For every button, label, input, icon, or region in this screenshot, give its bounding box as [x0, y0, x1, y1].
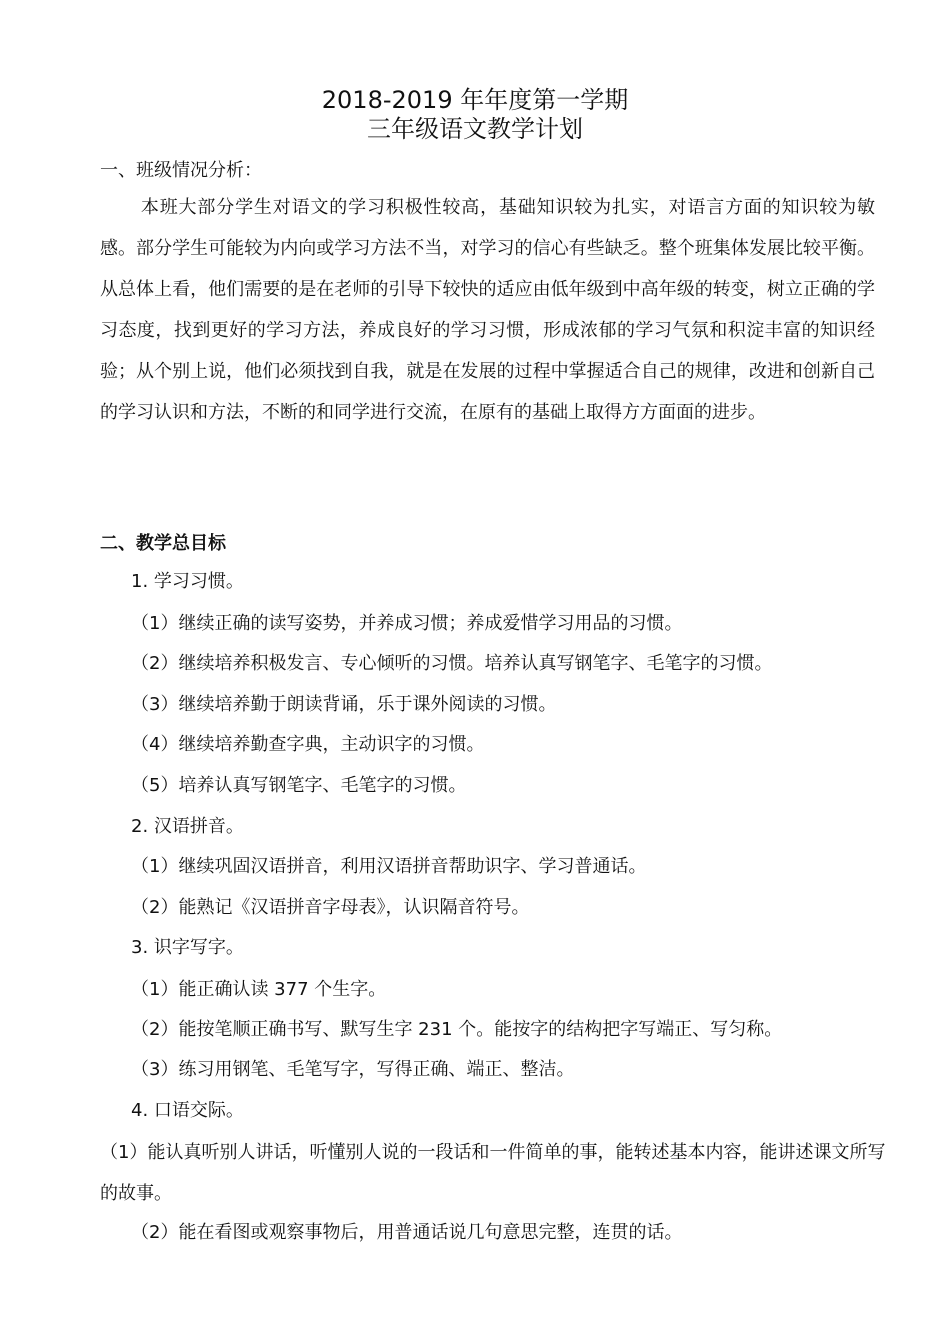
- goal-item: （3）练习用钢笔、毛笔写字，写得正确、端正、整洁。: [131, 1059, 575, 1080]
- goal-item: 4. 口语交际。: [131, 1100, 244, 1121]
- goal-item: 3. 识字写字。: [131, 937, 244, 958]
- section1-paragraph: [100, 187, 875, 433]
- goal-item: （2）能在看图或观察事物后，用普通话说几句意思完整，连贯的话。: [131, 1222, 683, 1243]
- section2-heading: 二、教学总目标: [100, 533, 226, 554]
- section1-paragraph-text: 本班大部分学生对语文的学习积极性较高，基础知识较为扎实，对语言方面的知识较为敏感。部分学生可能较为内向或学习方法不当，对学习的信心有些缺乏。整个班集体发展比较平衡。从总体上看，他们需要的是在老师的引导下较快的适应由低年级到中高年级的转变，树立正确的学习态度，找到更好的学习方法，养成良好的学习习惯，形成浓郁的学习气氛和积淀丰富的知识经验；从个别上说，他们必须找到自我，就是在发展的过程中掌握适合自己的规律，改进和创新自己的学习认识和方法，不断的和同学进行交流，在原有的基础上取得方方面面的进步。: [100, 197, 875, 423]
- goal-item: （2）能按笔顺正确书写、默写生字 231 个。能按字的结构把字写端正、写匀称。: [131, 1019, 783, 1040]
- section1-heading: 一、班级情况分析：: [100, 160, 262, 181]
- goal-item: （1）继续正确的读写姿势，并养成习惯；养成爱惜学习用品的习惯。: [131, 613, 683, 634]
- document-title-line1: 2018-2019 年年度第一学期: [321, 86, 629, 114]
- document-title-line2: 三年级语文教学计划: [367, 115, 583, 143]
- goal-item: （5）培养认真写钢笔字、毛笔字的习惯。: [131, 775, 467, 796]
- goal-item: 1. 学习习惯。: [131, 571, 244, 592]
- goal-item: （2）能熟记《汉语拼音字母表》，认识隔音符号。: [131, 897, 530, 918]
- goal-item-wrapped: （1）能认真听别人讲话，听懂别人说的一段话和一件简单的事，能转述基本内容，能讲述课文所写的故事。: [100, 1142, 886, 1204]
- goal-item: 2. 汉语拼音。: [131, 816, 244, 837]
- goal-item: （1）能正确认读 377 个生字。: [131, 979, 387, 1000]
- goal-item: （1）继续巩固汉语拼音，利用汉语拼音帮助识字、学习普通话。: [131, 856, 647, 877]
- goal-item: （3）继续培养勤于朗读背诵，乐于课外阅读的习惯。: [131, 694, 557, 715]
- goal-item: （2）继续培养积极发言、专心倾听的习惯。培养认真写钢笔字、毛笔字的习惯。: [131, 653, 773, 674]
- goal-item: （4）继续培养勤查字典，主动识字的习惯。: [131, 734, 485, 755]
